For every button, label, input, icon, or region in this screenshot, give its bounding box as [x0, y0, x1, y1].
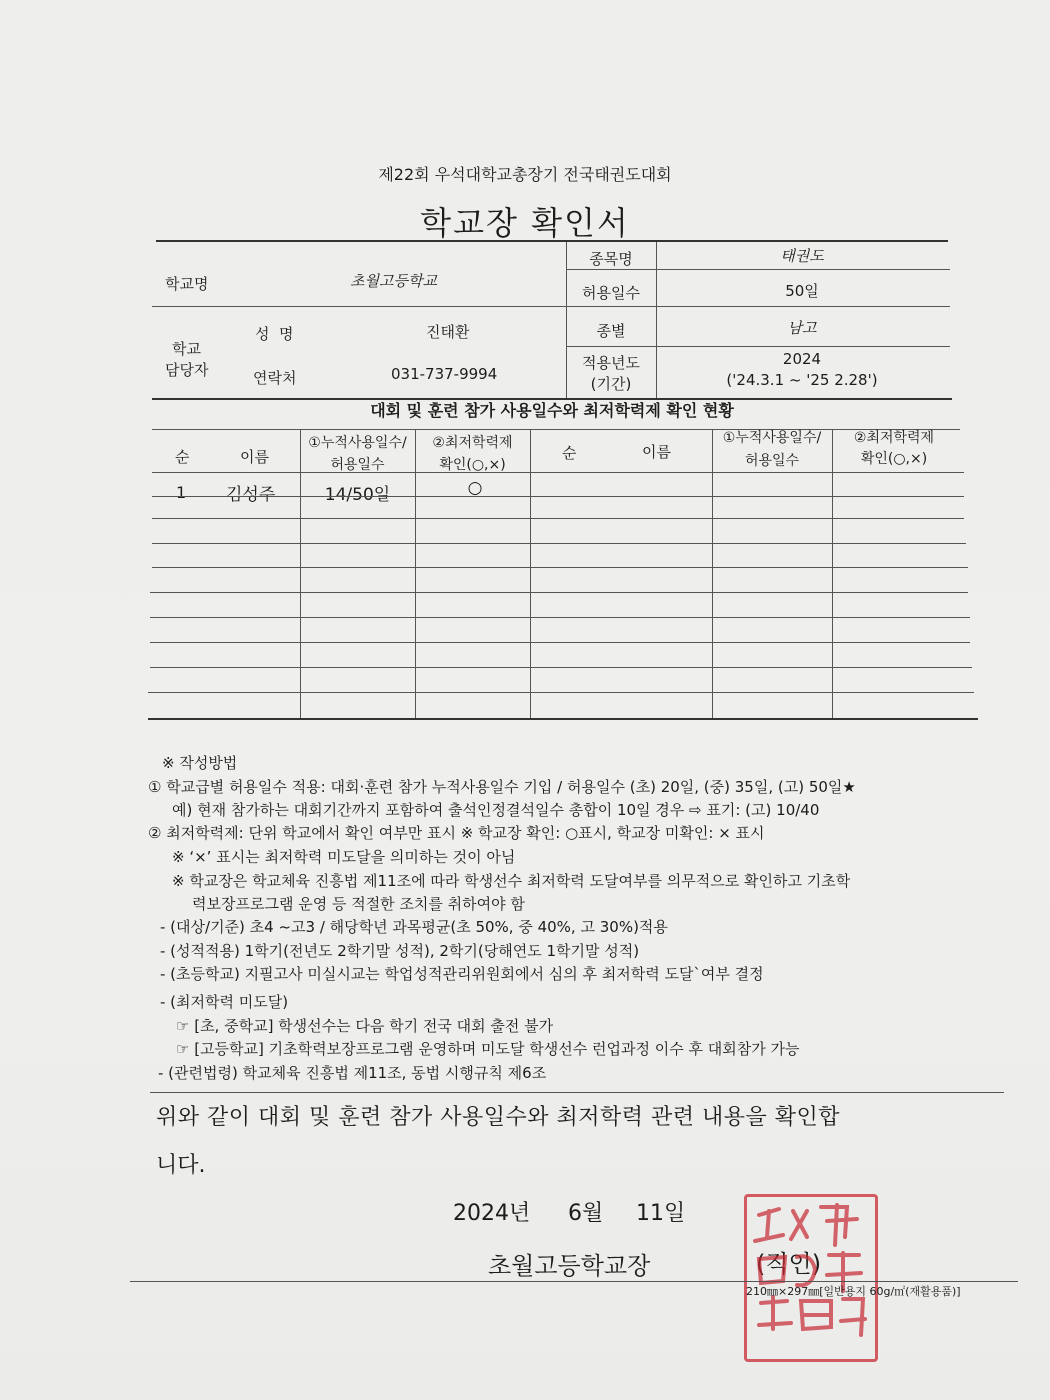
confirm-day: 11일 [636, 1201, 686, 1226]
contact-value: 031-737-9994 [391, 365, 498, 383]
instruction-line: ② 최저학력제: 단위 학교에서 확인 여부만 표시 ※ 학교장 확인: ○표시, 학교장 미확인: × 표시 [148, 824, 765, 842]
instructions-heading: ※ 작성방법 [162, 754, 238, 772]
table-row-line [148, 692, 974, 693]
school-value: 초월고등학교 [350, 272, 437, 290]
status-title: 대회 및 훈련 참가 사용일수와 최저학력제 확인 현황 [370, 401, 734, 420]
paper-spec: 210㎜×297㎜[일반용지 60g/㎡(재활용품)] [746, 1285, 961, 1298]
instruction-line: ☞ [고등학교] 기초학력보장프로그램 운영하며 미도달 학생선수 런업과정 이수 후 대회참가 가능 [176, 1040, 800, 1058]
allowed-days-label: 허용일수 [582, 284, 640, 302]
table-header-line [152, 472, 964, 473]
seal-placeholder: (직인) [756, 1250, 822, 1278]
school-label: 학교명 [165, 275, 209, 293]
row-1-check: ○ [467, 478, 483, 498]
info-top-border [156, 240, 948, 242]
manager-label: 학교 [172, 340, 201, 358]
name-value: 진태환 [426, 323, 470, 341]
row-1-days: 14/50일 [324, 485, 391, 505]
table-col-divider [832, 430, 833, 718]
table-bottom-border [148, 718, 978, 720]
instruction-line: - (대상/기준) 초4 ~고3 / 해당학년 과목평균(초 50%, 중 40%, 고 30%)적용 [160, 918, 668, 936]
sport-label: 종목명 [589, 250, 633, 268]
principal-title: 초월고등학교장 [488, 1252, 651, 1280]
year-value: 2024 [782, 350, 822, 368]
table-row-line [152, 543, 966, 544]
row-1-name: 김성주 [226, 485, 276, 505]
instruction-line: - (초등학교) 지필고사 미실시교는 학업성적관리위원회에서 심의 후 최저학력 도달`여부 결정 [160, 965, 764, 983]
info-line [566, 346, 950, 347]
instruction-line: ※ ‘×’ 표시는 최저학력 미도달을 의미하는 것이 아님 [172, 848, 516, 866]
seal-stamp-graphic [747, 1197, 875, 1359]
document-title: 학교장 확인서 [420, 204, 630, 242]
header-days-left: ①누적사용일수/ [308, 435, 407, 451]
instruction-line: - (최저학력 미도달) [160, 993, 289, 1011]
instruction-line: ※ 학교장은 학교체육 진흥법 제11조에 따라 학생선수 최저학력 도달여부를 의무적으로 확인하고 기초학 [172, 872, 851, 890]
sport-value: 태권도 [780, 247, 824, 265]
row-1-no: 1 [176, 483, 187, 502]
year-period-value: ('24.3.1 ~ '25 2.28') [726, 371, 878, 389]
confirm-year: 2024년 [453, 1201, 531, 1226]
name-label: 성 명 [255, 325, 294, 343]
instruction-line: - (성적적용) 1학기(전년도 2학기말 성적), 2학기(당해연도 1학기말 성적) [160, 942, 640, 960]
header-no-left: 순 [175, 448, 190, 466]
info-line [566, 269, 950, 270]
table-row-line [150, 667, 972, 668]
table-col-divider [712, 430, 713, 718]
header-check-left: ②최저학력제 [432, 435, 513, 451]
header-days-right-2: 허용일수 [744, 453, 800, 469]
footer-line [130, 1281, 1018, 1282]
instruction-line: ① 학교급별 허용일수 적용: 대회·훈련 참가 누적사용일수 기입 / 허용일수 (초) 20일, (중) 35일, (고) 50일★ [148, 778, 856, 796]
instruction-line: 력보장프로그램 운영 등 적절한 조치를 취하여야 함 [192, 895, 525, 913]
allowed-days-value: 50일 [785, 282, 819, 300]
header-check-left-2: 확인(○,×) [439, 457, 506, 473]
gender-value: 남고 [787, 319, 817, 337]
header-check-right-2: 확인(○,×) [860, 451, 928, 467]
table-row-line [152, 518, 964, 519]
confirm-text: 위와 같이 대회 및 훈련 참가 사용일수와 최저학력 관련 내용을 확인합 [156, 1105, 840, 1130]
contact-label: 연락처 [253, 369, 297, 387]
table-col-divider [530, 430, 531, 718]
table-row-line [152, 496, 964, 497]
table-row-line [150, 617, 970, 618]
instruction-line: 예) 현재 참가하는 대회기간까지 포함하여 출석인정결석일수 총합이 10일 경우 ⇨ 표기: (고) 10/40 [172, 801, 820, 819]
header-days-right: ①누적사용일수/ [722, 430, 822, 446]
header-check-right: ②최저학력제 [853, 430, 935, 446]
confirm-top-line [150, 1092, 1004, 1093]
confirm-month: 6월 [568, 1201, 604, 1226]
header-name-right: 이름 [642, 443, 671, 461]
school-seal-stamp [744, 1194, 878, 1362]
manager-label-2: 담당자 [165, 361, 209, 379]
instruction-line: - (관련법령) 학교체육 진흥법 제11조, 동법 시행규칙 제6조 [158, 1064, 547, 1082]
header-name-left: 이름 [240, 448, 269, 466]
header-days-left-2: 허용일수 [330, 457, 385, 473]
header-no-right: 순 [562, 444, 577, 462]
table-row-line [150, 592, 968, 593]
table-row-line [152, 567, 968, 568]
year-label: 적용년도 [582, 354, 640, 372]
table-row-line [150, 642, 970, 643]
info-line [152, 306, 950, 307]
instruction-line: ☞ [초, 중학교] 학생선수는 다음 학기 전국 대회 출전 불가 [176, 1017, 554, 1035]
gender-label: 종별 [596, 322, 626, 340]
event-title: 제22회 우석대학교총장기 전국태권도대회 [378, 165, 672, 184]
confirm-text-2: 니다. [156, 1153, 206, 1178]
year-label-2: (기간) [590, 375, 632, 393]
